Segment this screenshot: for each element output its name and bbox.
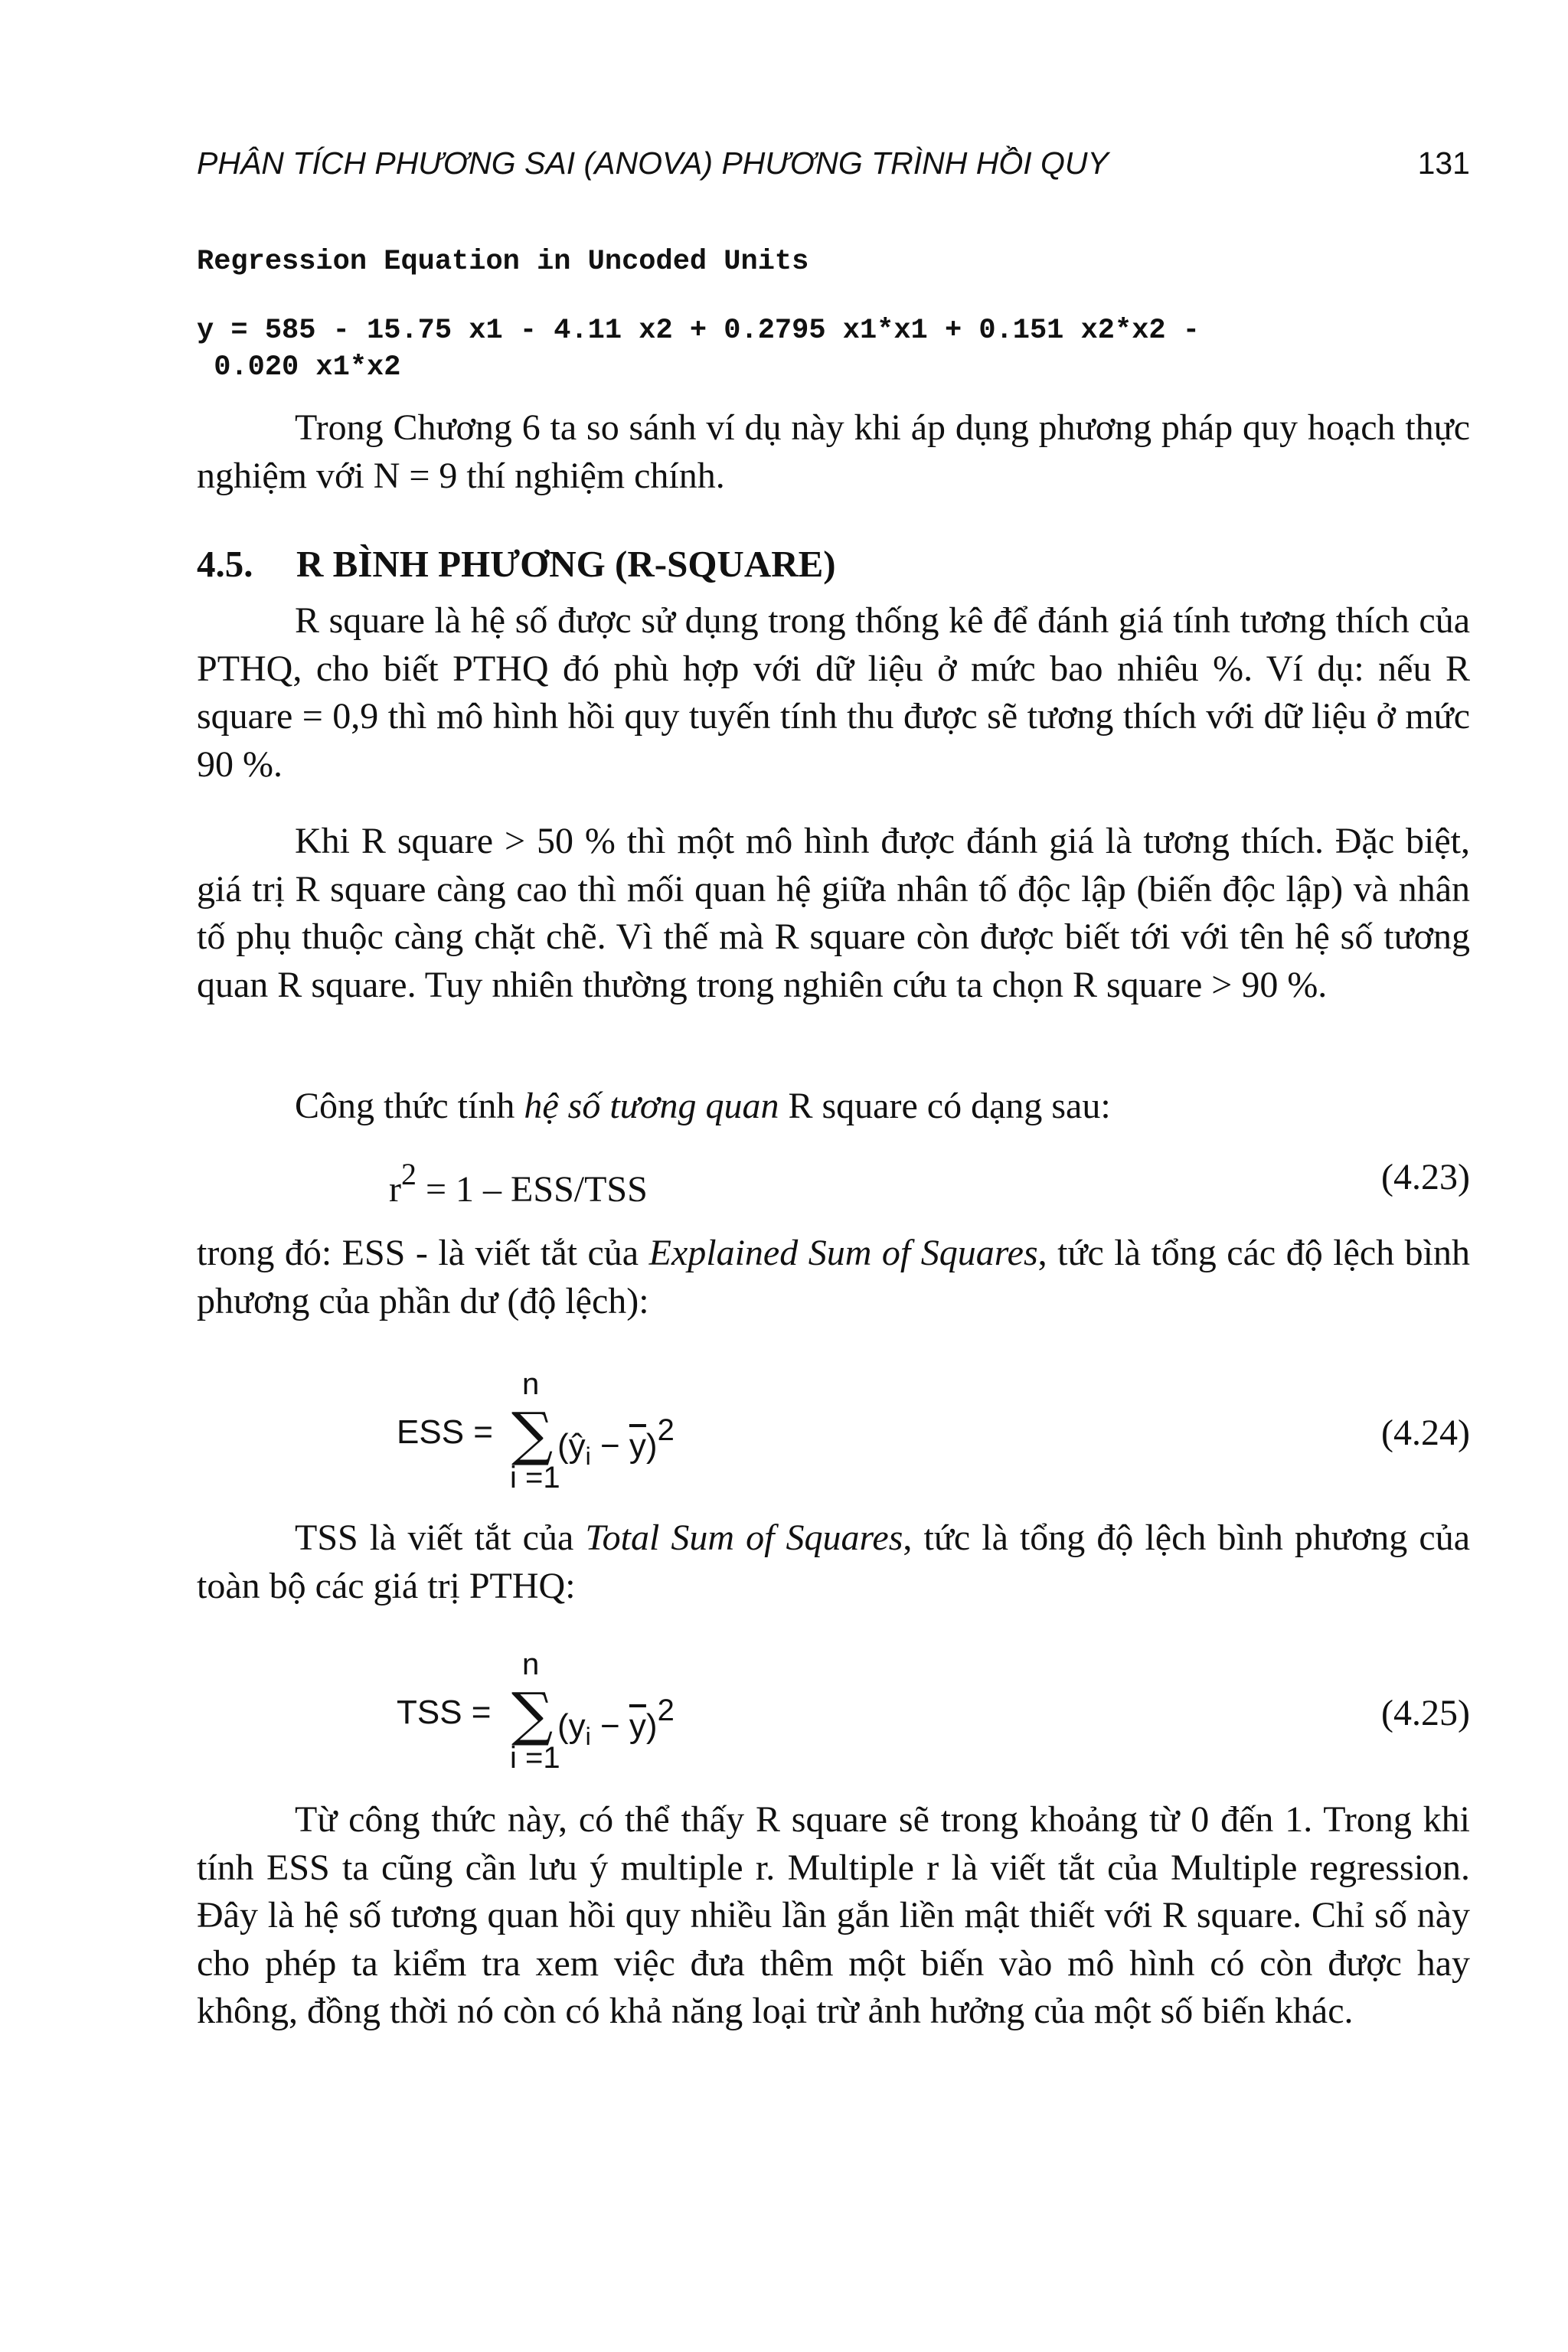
section-number: 4.5. xyxy=(197,543,253,585)
header-title: PHÂN TÍCH PHƯƠNG SAI (ANOVA) PHƯƠNG TRÌNH HỒI QUY xyxy=(197,145,1109,181)
paragraph-formula-intro: Công thức tính hệ số tương quan R square có dạng sau: xyxy=(295,1086,1111,1126)
paragraph-multiple-r: Từ công thức này, có thể thấy R square sẽ trong khoảng từ 0 đến 1. Trong khi tính ESS ta cũng cần lưu ý multiple r. Multiple r là viết tắt của Multiple regression. Đây là hệ số tương quan hồi quy nhiều lần gắn liền mật thiết với R square. Chỉ số này cho phép ta kiểm tra xem việc đưa thêm một biến vào mô hình có còn được hay không, đồng thời nó còn có khả năng loại trừ ảnh hưởng của một số biến khác. xyxy=(197,1799,1470,2031)
sigma-symbol: ∑ xyxy=(511,1400,554,1468)
paragraph-r-square-definition: R square là hệ số được sử dụng trong thống kê để đánh giá tính tương thích của PTHQ, cho biết PTHQ đó phù hợp với dữ liệu ở mức bao nhiêu %. Ví dụ: nếu R square = 0,9 thì mô hình hồi quy tuyến tính thu được sẽ tương thích với dữ liệu ở mức 90 %. xyxy=(197,600,1470,785)
italic-term: hệ số tương quan xyxy=(524,1086,779,1126)
paragraph-ess-definition: trong đó: ESS - là viết tắt của Explained Sum of Squares, tức là tổng các độ lệch bình phương của phần dư (độ lệch): xyxy=(197,1233,1471,1321)
paragraph-r-square-threshold: Khi R square > 50 % thì một mô hình được đánh giá là tương thích. Đặc biệt, giá trị R square càng cao thì mối quan hệ giữa nhân tố độc lập (biến độc lập) và nhân tố phụ thuộc càng chặt chẽ. Vì thế mà R square còn được biết tới với tên hệ số tương quan R square. Tuy nhiên thường trong nghiên cứu ta chọn R square > 90 %. xyxy=(197,821,1470,1005)
paragraph-block-2 xyxy=(197,818,1470,1009)
italic-term: Total Sum of Squares xyxy=(585,1517,903,1558)
paragraph-block-3 xyxy=(197,1083,1470,1131)
equation-number: (4.24) xyxy=(1381,1413,1470,1453)
equation-number: (4.23) xyxy=(1381,1157,1470,1197)
section-title: R BÌNH PHƯƠNG (R-SQUARE) xyxy=(296,543,836,585)
page-number: 131 xyxy=(1417,145,1470,181)
code-line-2: 0.020 x1*x2 xyxy=(197,351,401,384)
formula-r-squared: $r^2 = 1 - ESS/TSS$ xyxy=(389,1157,648,1210)
equation-4-24-ess: ESS = n ∑ i =1 $(ŷ_i - \overline{y})2$ xyxy=(397,1367,675,1494)
section-heading xyxy=(197,542,836,586)
paragraph-tss-definition: TSS là viết tắt của Total Sum of Squares, tức là tổng độ lệch bình phương của toàn bộ các giá trị PTHQ: xyxy=(197,1517,1470,1606)
paragraph-block-1 xyxy=(197,597,1470,789)
intro-paragraph-block xyxy=(197,404,1470,500)
paragraph-block-5 xyxy=(197,1514,1470,1610)
running-header xyxy=(197,145,1470,191)
paragraph-block-6 xyxy=(197,1796,1470,2036)
paragraph-block-4 xyxy=(197,1230,1470,1325)
equation-4-25-tss: TSS = n ∑ i =1 $(y_i - \overline{y})2$ xyxy=(397,1648,675,1775)
code-heading: Regression Equation in Uncoded Units xyxy=(197,246,809,278)
equation-4-23 xyxy=(197,1156,1470,1210)
intro-paragraph: Trong Chương 6 ta so sánh ví dụ này khi áp dụng phương pháp quy hoạch thực nghiệm với N = 9 thí nghiệm chính. xyxy=(197,407,1470,496)
code-line-1: y = 585 - 15.75 x1 - 4.11 x2 + 0.2795 x1*x1 + 0.151 x2*x2 - xyxy=(197,315,1200,347)
sigma-symbol: ∑ xyxy=(511,1680,554,1748)
italic-term: Explained Sum of Squares xyxy=(648,1233,1038,1273)
equation-number: (4.25) xyxy=(1381,1693,1470,1733)
